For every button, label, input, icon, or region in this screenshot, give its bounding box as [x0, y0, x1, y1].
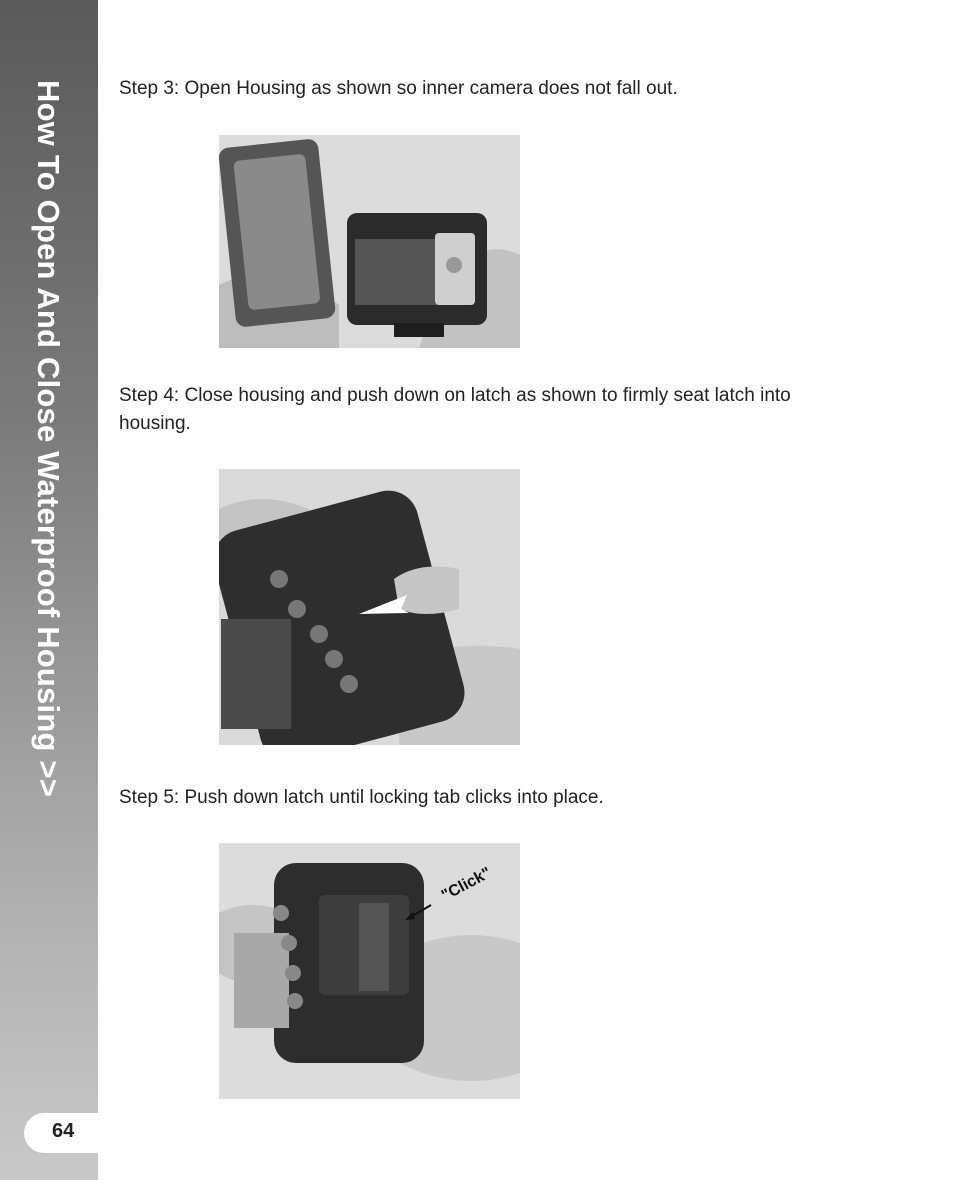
section-title: How To Open And Close Waterproof Housing >> — [31, 80, 66, 798]
step-4-text: Step 4: Close housing and push down on latch as shown to firmly seat latch into housing. — [119, 385, 791, 434]
page-number: 64 — [52, 1120, 75, 1142]
sidebar — [0, 0, 98, 1180]
push-latch-photo — [219, 469, 520, 745]
open-housing-photo — [219, 135, 520, 348]
click-callout: "Click" — [438, 864, 495, 905]
step-5-text: Step 5: Push down latch until locking tab clicks into place. — [119, 787, 604, 808]
latch-click-photo — [219, 843, 520, 1099]
step-3-text: Step 3: Open Housing as shown so inner camera does not fall out. — [119, 78, 678, 99]
